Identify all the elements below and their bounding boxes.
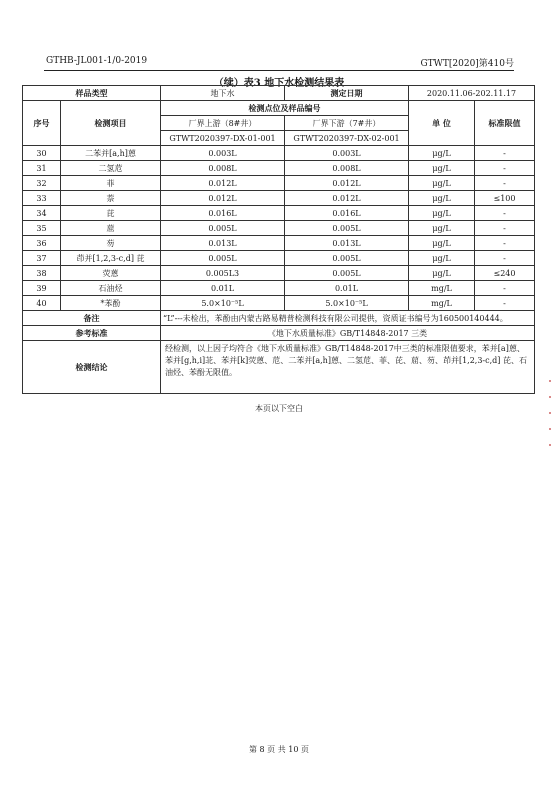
row-unit: mg/L xyxy=(409,281,475,296)
code1-header: GTWT2020397-DX-01-001 xyxy=(161,131,285,146)
row-value-upstream: 0.005L xyxy=(161,221,285,236)
points-header: 检测点位及样品编号 xyxy=(161,101,409,116)
row-value-downstream: 0.005L xyxy=(285,251,409,266)
row-value-downstream: 0.005L xyxy=(285,266,409,281)
results-table xyxy=(22,85,535,394)
row-unit: μg/L xyxy=(409,176,475,191)
conclusion-row xyxy=(23,341,535,394)
row-seq: 36 xyxy=(23,236,61,251)
row-value-downstream: 0.01L xyxy=(285,281,409,296)
table-row xyxy=(23,236,535,251)
date-value: 2020.11.06-202.11.17 xyxy=(409,86,535,101)
point2-header: 厂界下游（7#井） xyxy=(285,116,409,131)
point1-header: 厂界上游（8#井） xyxy=(161,116,285,131)
page-number: 第 8 页 共 10 页 xyxy=(249,745,309,754)
unit-header: 单 位 xyxy=(409,101,475,146)
row-unit: μg/L xyxy=(409,161,475,176)
row-limit: - xyxy=(475,206,535,221)
row-unit: μg/L xyxy=(409,236,475,251)
table-row xyxy=(23,221,535,236)
table-row xyxy=(23,266,535,281)
item-header: 检测项目 xyxy=(61,101,161,146)
row-value-upstream: 0.008L xyxy=(161,161,285,176)
row-value-upstream: 0.005L3 xyxy=(161,266,285,281)
row-seq: 37 xyxy=(23,251,61,266)
table-row xyxy=(23,281,535,296)
row-value-upstream: 0.01L xyxy=(161,281,285,296)
row-unit: mg/L xyxy=(409,296,475,311)
table-row xyxy=(23,161,535,176)
row-limit: - xyxy=(475,251,535,266)
row-seq: 30 xyxy=(23,146,61,161)
row-item: 萘 xyxy=(61,191,161,206)
row-limit: - xyxy=(475,221,535,236)
row-item: *苯酚 xyxy=(61,296,161,311)
row-limit: - xyxy=(475,281,535,296)
row-value-downstream: 0.012L xyxy=(285,191,409,206)
row-value-downstream: 0.012L xyxy=(285,176,409,191)
row-unit: μg/L xyxy=(409,146,475,161)
row-value-downstream: 0.013L xyxy=(285,236,409,251)
row-unit: μg/L xyxy=(409,251,475,266)
row-seq: 31 xyxy=(23,161,61,176)
table-row xyxy=(23,191,535,206)
remark-label: 备注 xyxy=(23,311,161,326)
row-item: 二氢苊 xyxy=(61,161,161,176)
remark-row xyxy=(23,311,535,326)
table-row xyxy=(23,296,535,311)
row-value-upstream: 0.016L xyxy=(161,206,285,221)
row-limit: ≤240 xyxy=(475,266,535,281)
row-item: 芴 xyxy=(61,236,161,251)
row-seq: 34 xyxy=(23,206,61,221)
code2-header: GTWT2020397-DX-02-001 xyxy=(285,131,409,146)
row-seq: 35 xyxy=(23,221,61,236)
limit-header: 标准限值 xyxy=(475,101,535,146)
report-number: GTWT[2020]第410号 xyxy=(420,59,514,69)
table-row xyxy=(23,176,535,191)
table-title: （续）表3 地下水检测结果表 xyxy=(213,78,345,89)
row-limit: - xyxy=(475,146,535,161)
reference-label: 参考标准 xyxy=(23,326,161,341)
table-row xyxy=(23,146,535,161)
row-seq: 40 xyxy=(23,296,61,311)
conclusion-text: 经检测，以上因子均符合《地下水质量标准》GB/T14848-2017中三类的标准限值要求，苯并[a]蒽、苯并[g,h,i]苝、苯并[k]荧蒽、苊、二苯并[a,h]蒽、二氢苊、菲、芘、䓛、芴、茚并[1,2,3-c,d] 芘、石油烃、苯酚无限值。 xyxy=(161,341,535,394)
header-row-1 xyxy=(23,101,535,116)
row-unit: μg/L xyxy=(409,206,475,221)
row-unit: μg/L xyxy=(409,191,475,206)
row-limit: - xyxy=(475,236,535,251)
blank-below-note: 本页以下空白 xyxy=(255,404,303,413)
row-value-upstream: 0.012L xyxy=(161,191,285,206)
row-value-upstream: 0.005L xyxy=(161,251,285,266)
table-row xyxy=(23,251,535,266)
reference-text: 《地下水质量标准》GB/T14848-2017 三类 xyxy=(161,326,535,341)
row-item: 荧蒽 xyxy=(61,266,161,281)
row-value-upstream: 0.012L xyxy=(161,176,285,191)
row-value-upstream: 0.013L xyxy=(161,236,285,251)
row-value-downstream: 5.0×10⁻⁵L xyxy=(285,296,409,311)
row-limit: ≤100 xyxy=(475,191,535,206)
row-item: 石油烃 xyxy=(61,281,161,296)
conclusion-label: 检测结论 xyxy=(23,341,161,394)
row-item: 䓛 xyxy=(61,221,161,236)
row-item: 茚并[1,2,3-c,d] 芘 xyxy=(61,251,161,266)
row-seq: 32 xyxy=(23,176,61,191)
table-row xyxy=(23,206,535,221)
row-limit: - xyxy=(475,176,535,191)
row-value-downstream: 0.005L xyxy=(285,221,409,236)
sample-type-value: 地下水 xyxy=(161,86,285,101)
row-seq: 39 xyxy=(23,281,61,296)
row-value-upstream: 0.003L xyxy=(161,146,285,161)
sample-type-label: 样品类型 xyxy=(23,86,161,101)
document-code: GTHB-JL001-1/0-2019 xyxy=(46,56,148,66)
row-limit: - xyxy=(475,161,535,176)
date-label: 测定日期 xyxy=(285,86,409,101)
row-item: 菲 xyxy=(61,176,161,191)
scan-edge-marks xyxy=(549,380,552,470)
row-value-upstream: 5.0×10⁻⁵L xyxy=(161,296,285,311)
row-unit: μg/L xyxy=(409,266,475,281)
row-limit: - xyxy=(475,296,535,311)
row-item: 二苯并[a,h]蒽 xyxy=(61,146,161,161)
meta-row xyxy=(23,86,535,101)
row-value-downstream: 0.016L xyxy=(285,206,409,221)
row-seq: 38 xyxy=(23,266,61,281)
row-unit: μg/L xyxy=(409,221,475,236)
row-seq: 33 xyxy=(23,191,61,206)
row-value-downstream: 0.008L xyxy=(285,161,409,176)
row-value-downstream: 0.003L xyxy=(285,146,409,161)
row-item: 芘 xyxy=(61,206,161,221)
reference-row xyxy=(23,326,535,341)
seq-header: 序号 xyxy=(23,101,61,146)
header-rule xyxy=(44,70,514,71)
remark-text: “L”---未检出，苯酚由内蒙古路易精普检测科技有限公司提供，资质证书编号为160500140444。 xyxy=(161,311,535,326)
